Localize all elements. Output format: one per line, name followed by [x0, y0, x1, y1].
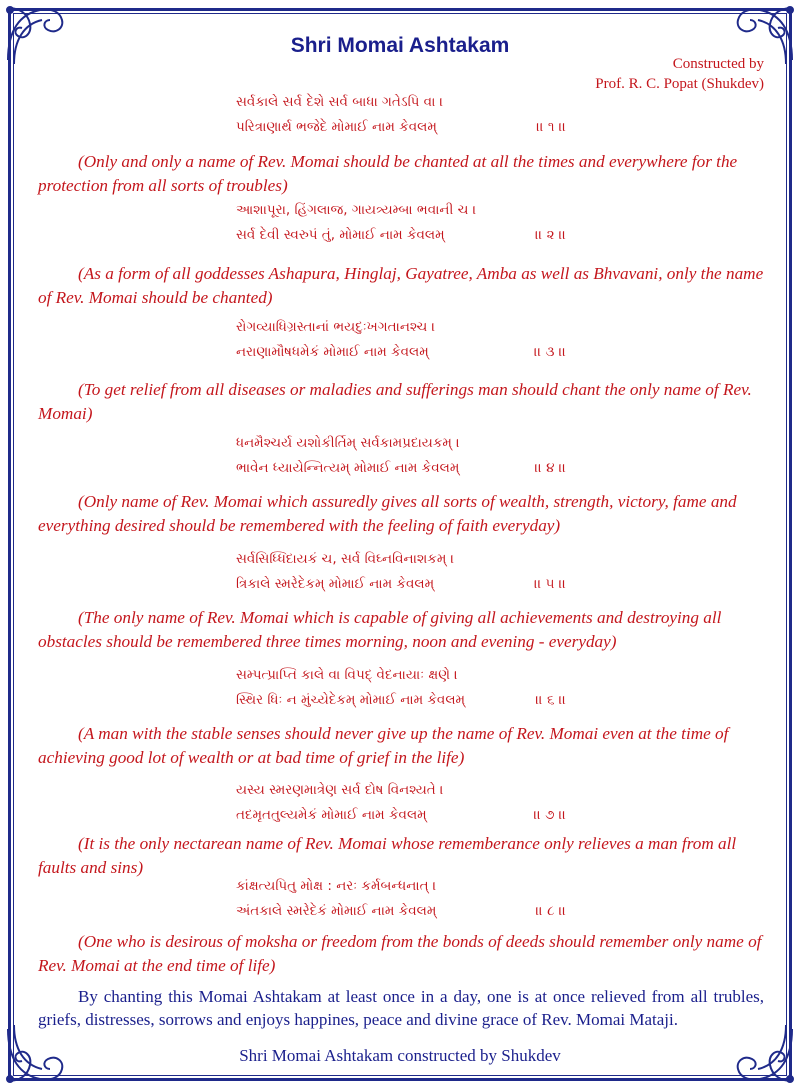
- verse-meaning-8: (One who is desirous of moksha or freedom from the bonds of deeds should remember only name of Rev. Momai at the end time of life): [38, 932, 762, 975]
- verse-3: [236, 315, 566, 365]
- verse-6: [236, 663, 566, 713]
- verse-line: કાંક્ષત્યપિતુ મોક્ષ : નરઃ કર્મબન્ધનાત્ ।: [236, 878, 437, 894]
- verse-meaning-7: (It is the only nectarean name of Rev. Momai whose rememberance only relieves a man from all faults and sins): [38, 834, 737, 877]
- verse-number: ।। ૧ ।।: [536, 119, 566, 135]
- verse-line: ભાવેન ધ્યાયેન્નિત્યમ્ મોમાઈ નામ કેવલમ્: [236, 460, 460, 476]
- verse-line: અંતકાલે સ્મરેદેકં મોમાઈ નામ કેવલમ્: [236, 903, 437, 919]
- verse-line: સ્થિર ધિઃ ન મુંચ્યેદેકમ્ મોમાઈ નામ કેવલમ્: [236, 692, 466, 708]
- verse-meaning-3: (To get relief from all diseases or maladies and sufferings man should chant the only name of Rev. Momai): [38, 380, 752, 423]
- verse-meaning-2: (As a form of all goddesses Ashapura, Hinglaj, Gayatree, Amba as well as Bhvavani, only the name of Rev. Momai should be chanted): [38, 264, 764, 307]
- verse-meaning-6: (A man with the stable senses should never give up the name of Rev. Momai even at the time of achieving good lot of wealth or at bad time of grief in the life): [38, 724, 729, 767]
- verse-4: [236, 431, 566, 481]
- verse-line: રોગવ્યાધિગ્રસ્તાનાં ભયદુઃખગતાનશ્ચ ।: [236, 319, 436, 335]
- verse-1: [236, 90, 566, 140]
- closing-paragraph: By chanting this Momai Ashtakam at least once in a day, one is at once relieved from all trubles, griefs, distresses, sorrows and enjoys happines, peace and divine grace of Rev. Momai Mataji.: [38, 987, 764, 1029]
- verse-line: નરાણામૌષધમેકં મોમાઈ નામ કેવલમ્: [236, 344, 429, 360]
- verse-line: આશાપૂરા, હિંગલાજ, ગાયત્ર્યમ્બા ભવાની ચ ।: [236, 202, 477, 218]
- verse-number: ।। ૨ ।।: [535, 227, 566, 243]
- verse-7: [236, 778, 566, 828]
- verse-line: સમ્પત્પ્રાપ્તિ કાલે વા વિપદ્ વેદનાયાઃ ક્ષણે ।: [236, 667, 458, 683]
- verse-number: ।। ૩ ।।: [534, 344, 566, 360]
- verse-number: ।। ૭ ।।: [533, 807, 566, 823]
- credit-block: [595, 54, 764, 94]
- verse-line: ધનમૈશ્ચર્ય યશોકીર્તિમ્ સર્વકામપ્રદાયકમ્ ।: [236, 435, 460, 451]
- verse-line: યસ્ય સ્મરણમાત્રેણ સર્વ દોષ વિનશ્યતે ।: [236, 782, 444, 798]
- credit-label: Constructed by: [672, 56, 764, 72]
- credit-author: Prof. R. C. Popat (Shukdev): [595, 76, 764, 92]
- verse-2: [236, 198, 566, 248]
- verse-number: ।। ૬ ।।: [535, 692, 566, 708]
- verse-line: સર્વસિધ્ધિદાયકં ચ, સર્વ વિઘ્નવિનાશકમ્ ।: [236, 551, 455, 567]
- verse-line: સર્વ દેવી સ્વરુપં તું, મોમાઈ નામ કેવલમ્: [236, 227, 445, 243]
- verse-number: ।। ૮ ।।: [535, 903, 566, 919]
- verse-meaning-1: (Only and only a name of Rev. Momai should be chanted at all the times and everywhere for the protection from all sorts of troubles): [38, 152, 738, 195]
- footer-caption: Shri Momai Ashtakam constructed by Shukdev: [239, 1046, 561, 1065]
- verse-8: [236, 874, 566, 924]
- verse-number: ।। ૪ ।।: [534, 460, 566, 476]
- verse-line: તદમૃતતુલ્યમેકં મોમાઈ નામ કેવલમ્: [236, 807, 427, 823]
- page-title: Shri Momai Ashtakam: [290, 34, 510, 57]
- verse-meaning-4: (Only name of Rev. Momai which assuredly gives all sorts of wealth, strength, victory, fame and everything desired should be remembered with the feeling of faith everyday): [38, 492, 737, 535]
- verse-meaning-5: (The only name of Rev. Momai which is capable of giving all achievements and destroying all obstacles should be remembered three times morning, noon and evening - everyday): [38, 608, 722, 651]
- verse-line: ત્રિકાલે સ્મરેદેકમ્ મોમાઈ નામ કેવલમ્: [236, 576, 435, 592]
- verse-number: ।। ૫ ।।: [534, 576, 566, 592]
- verse-line: પરિત્રાણાર્થ ભજેદે મોમાઈ નામ કેવલમ્: [236, 119, 437, 135]
- verse-5: [236, 547, 566, 597]
- verse-line: સર્વકાલે સર્વ દેશે સર્વ બાધા ગતેઽપિ વા ।: [236, 94, 444, 110]
